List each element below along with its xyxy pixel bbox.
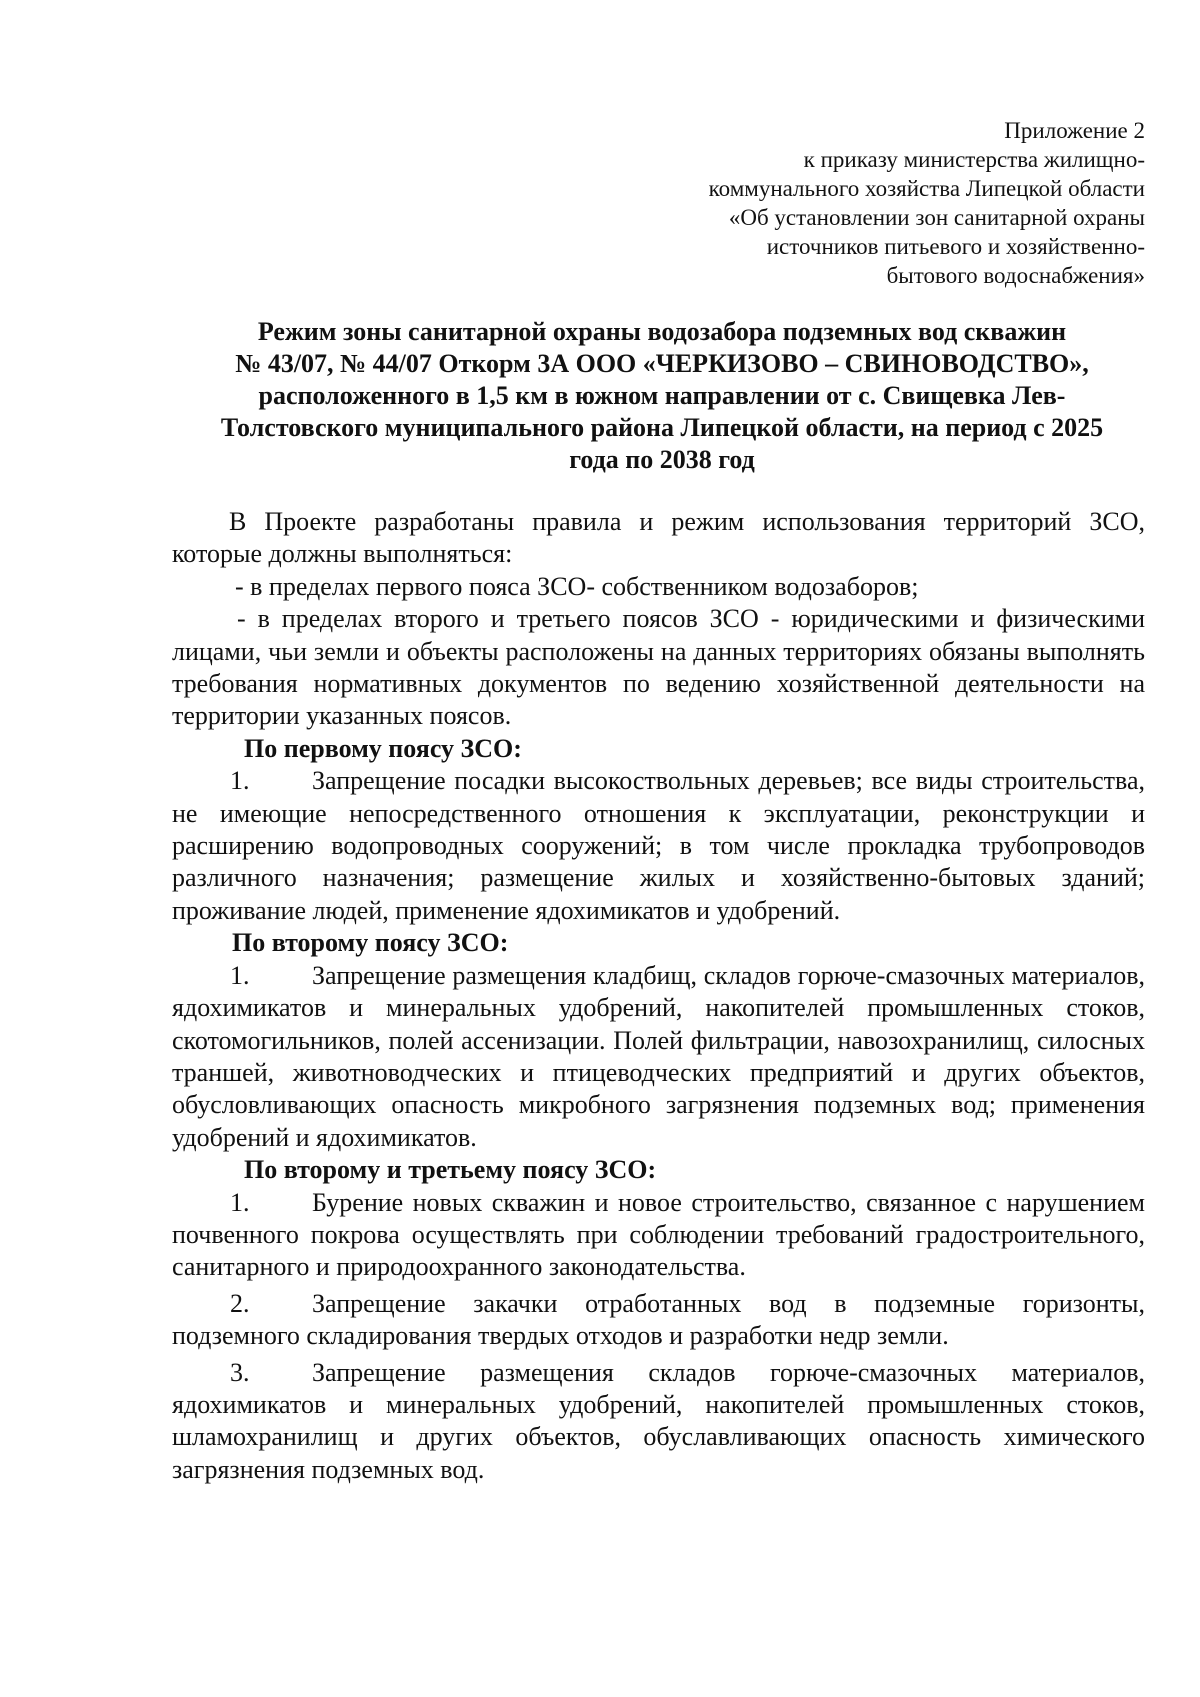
item-number: 3. xyxy=(230,1357,250,1387)
title-line: года по 2038 год xyxy=(569,445,755,474)
intro-second-third-zone: - в пределах второго и третьего поясов ЗСО - юридическими и физическими лицами, чьи земли и объекты расположены на данных территориях обязаны выполнять требования нормативных документов по ведению хозяйственной деятельности на территории указанных поясов. xyxy=(172,604,1145,731)
item-text: Запрещение размещения кладбищ, складов горюче-смазочных материалов, ядохимикатов и минеральных удобрений, накопителей промышленных стоков, скотомогильников, полей ассенизации. Полей фильтрации, навозохранилищ, силосных траншей, животноводческих и птицеводческих предприятий и других объектов, обусловливающих опасность микробного загрязнения подземных вод; применения удобрений и ядохимикатов. xyxy=(172,960,1145,1152)
section-heading-second-third-zone: По второму и третьему поясу ЗСО: xyxy=(244,1155,657,1185)
item-number: 1. xyxy=(230,766,250,796)
title-line: Режим зоны санитарной охраны водозабора подземных вод скважин xyxy=(257,317,1067,346)
appendix-line: к приказу министерства жилищно- xyxy=(803,147,1145,172)
document-body xyxy=(172,506,1145,1486)
item-text: Бурение новых скважин и новое строительство, связанное с нарушением почвенного покрова осуществлять при соблюдении требований градостроительного, санитарного и природоохранного законодательства. xyxy=(172,1187,1145,1282)
intro-first-zone: - в пределах первого пояса ЗСО- собственником водозаборов; xyxy=(235,571,919,601)
item-number: 2. xyxy=(230,1288,250,1318)
list-item xyxy=(172,1357,1145,1487)
section-heading-first-zone: По первому поясу ЗСО: xyxy=(244,733,522,763)
item-text: Запрещение посадки высокоствольных деревьев; все виды строительства, не имеющие непосредственного отношения к эксплуатации, реконструкции и расширению водопроводных сооружений; в том числе прокладка трубопроводов различного назначения; размещение жилых и хозяйственно-бытовых зданий; проживание людей, применение ядохимикатов и удобрений. xyxy=(172,766,1145,925)
intro-paragraph: В Проекте разработаны правила и режим использования территорий ЗСО, которые должны выполняться: xyxy=(172,507,1145,569)
title-line: Толстовского муниципального района Липецкой области, на период с 2025 xyxy=(220,413,1104,442)
title-line: расположенного в 1,5 км в южном направлении от с. Свищевка Лев- xyxy=(258,381,1066,410)
appendix-line: Приложение 2 xyxy=(1004,118,1145,143)
appendix-note xyxy=(585,116,1145,290)
document-title xyxy=(172,316,1152,476)
list-item xyxy=(172,1288,1145,1353)
appendix-line: коммунального хозяйства Липецкой области xyxy=(708,176,1145,201)
title-line: № 43/07, № 44/07 Откорм 3А ООО «ЧЕРКИЗОВО – СВИНОВОДСТВО», xyxy=(235,349,1089,378)
appendix-line: бытового водоснабжения» xyxy=(886,263,1145,288)
list-item xyxy=(172,960,1145,1154)
appendix-line: «Об установлении зон санитарной охраны xyxy=(728,205,1145,230)
appendix-line: источников питьевого и хозяйственно- xyxy=(766,234,1145,259)
section-heading-second-zone: По второму поясу ЗСО: xyxy=(232,928,509,958)
list-item xyxy=(172,765,1145,927)
item-text: Запрещение размещения складов горюче-смазочных материалов, ядохимикатов и минеральных удобрений, накопителей промышленных стоков, шламохранилищ и других объектов, обуславливающих опасность химического загрязнения подземных вод. xyxy=(172,1357,1145,1484)
item-number: 1. xyxy=(230,960,250,990)
item-text: Запрещение закачки отработанных вод в подземные горизонты, подземного складирования твердых отходов и разработки недр земли. xyxy=(172,1288,1145,1351)
list-item xyxy=(172,1187,1145,1284)
item-number: 1. xyxy=(230,1187,250,1217)
